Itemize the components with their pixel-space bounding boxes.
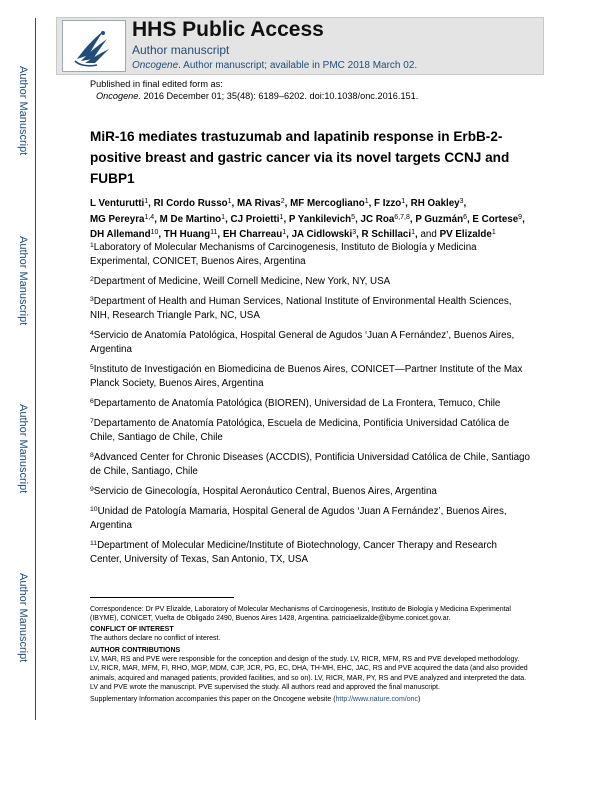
affiliation-number: 11 [90, 540, 98, 547]
author [292, 229, 357, 240]
author [237, 198, 285, 209]
author-affiliation-number: 1 [491, 229, 496, 236]
affiliation [90, 241, 530, 269]
citation [96, 91, 418, 101]
affiliation [90, 505, 530, 533]
coi-heading: CONFLICT OF INTEREST [90, 625, 174, 633]
author-affiliation-number: 6 [463, 213, 467, 221]
author-name: MA Rivas [237, 198, 281, 209]
sidebar-rule [35, 18, 36, 720]
affiliation-number: 6 [90, 398, 94, 405]
affiliation-text: Department of Health and Human Services, National Institute of Environmental Health Sciences, NIH, Research Triangle Park, NC, USA [90, 296, 512, 321]
affiliation-number: 3 [90, 296, 94, 303]
journal-name: Oncogene [132, 60, 179, 71]
affiliation-number: 1 [90, 242, 94, 249]
author-affiliation-number: 6,7,8 [394, 213, 410, 221]
hhs-logo [62, 20, 126, 72]
author-name: TH Huang [163, 229, 211, 240]
supplementary-text: Supplementary Information accompanies this paper on the Oncogene website ( [90, 695, 336, 703]
author-name: PV Elizalde [439, 229, 492, 240]
author-name: P Yankilevich [288, 213, 352, 225]
author [90, 229, 158, 240]
author-conjunction: and [420, 229, 437, 240]
citation-text: . 2016 December 01; 35(48): 6189–6202. doi:10.1038/onc.2016.151. [138, 91, 419, 101]
sidebar-label: Author Manuscript [17, 236, 29, 326]
affiliation [90, 539, 530, 567]
author-name: R Schillaci [361, 229, 412, 240]
author-name: DH Allemand [90, 229, 151, 240]
supplementary-note [90, 695, 530, 704]
affiliation-number: 2 [90, 276, 94, 283]
affiliation [90, 397, 530, 411]
affiliation [90, 329, 530, 357]
author-name: P Guzmán [415, 213, 464, 225]
author [289, 214, 355, 225]
author-name: M De Martino [159, 213, 222, 225]
author-affiliation-number: 1 [227, 198, 232, 205]
coi-text: The authors declare no conflict of interest. [90, 635, 221, 643]
author [440, 229, 496, 240]
author [223, 229, 286, 240]
affiliation [90, 295, 530, 323]
author-affiliation-number: 11 [210, 229, 218, 236]
author [154, 198, 232, 209]
author-name: EH Charreau [222, 229, 283, 240]
correspondence: Correspondence: Dr PV Elizalde, Laboratory of Molecular Mechanisms of Carcinogenesis, Instituto de Biología y Medicina Experimental (IBYME), CONICET, Vuelta de Obligado 2490, Buenos Aires 1428, Argentina. patriciaelizalde@ibyme.conicet.gov.ar. [90, 606, 511, 623]
affiliation [90, 485, 530, 499]
author-affiliation-number: 1 [411, 229, 416, 236]
author-name: L Venturutti [90, 198, 145, 209]
sidebar-label: Author Manuscript [17, 404, 29, 494]
author-name: MG Pereyra [90, 213, 145, 225]
affiliation-list [90, 241, 530, 573]
affiliation-number: 4 [90, 330, 94, 337]
affiliation [90, 451, 530, 479]
author-name: RI Cordo Russo [153, 198, 228, 209]
author-name: CJ Proietti [230, 213, 280, 225]
citation-journal: Oncogene [96, 91, 139, 101]
affiliation-number: 9 [90, 486, 94, 493]
author [160, 214, 225, 225]
affiliation-number: 8 [90, 452, 94, 459]
affiliation-text: Unidad de Patología Mamaria, Hospital General de Agudos ‘Juan A Fernández’, Buenos Aires, Argentina [90, 506, 507, 531]
author [472, 214, 522, 225]
author [415, 214, 467, 225]
affiliation-text: Instituto de Investigación en Biomedicina de Buenos Aires, CONICET—Partner Institute of the Max Planck Society, Buenos Aires, Argentina [90, 364, 523, 389]
author-affiliation-number: 5 [351, 213, 356, 221]
contributions-text: LV, MAR, RS and PVE were responsible for the conception and design of the study. LV, RICR, MFM, RS and PVE developed methodology. LV, RICR, MAR, MFM, FI, RHO, MGP, MDM, CJP, JCR, PG, EC, DHA, TH-MH, EHC, JAC, RS and PVE acquired the data (and also provided animals, acquired and managed patients, provided facilities, and so on). LV, RICR, MAR, PY, RS and PVE analyzed and interpreted the data. LV and PVE wrote the manuscript. PVE supervised the study. All authors read and approved the final manuscript. [90, 656, 528, 692]
author [90, 214, 154, 225]
affiliation-number: 10 [90, 506, 98, 513]
author-affiliation-number: 1 [221, 213, 226, 221]
author-name: F Izzo [374, 198, 402, 209]
author [411, 198, 464, 209]
author [90, 198, 148, 209]
article-title: MiR-16 mediates trastuzumab and lapatinib response in ErbB-2-positive breast and gastric cancer via its novel targets CCNJ and FUBP1 [90, 129, 510, 186]
footnote-rule [90, 597, 234, 598]
author-name: E Cortese [472, 213, 519, 225]
affiliation-number: 5 [90, 364, 94, 371]
contributions-heading: AUTHOR CONTRIBUTIONS [90, 646, 181, 654]
author-affiliation-number: 1 [144, 198, 149, 205]
affiliation-text: Departamento de Anatomía Patológica (BIOREN), Universidad de La Frontera, Temuco, Chile [93, 398, 501, 409]
author [362, 229, 415, 240]
footnotes [90, 605, 530, 704]
author-name: JC Roa [360, 213, 395, 225]
affiliation-text: Servicio de Anatomía Patológica, Hospital General de Agudos ‘Juan A Fernández’, Buenos Aires, Argentina [90, 330, 515, 355]
author [231, 214, 284, 225]
availability-note [132, 60, 417, 71]
sidebar-label: Author Manuscript [17, 573, 29, 663]
published-label: Published in final edited form as: [90, 79, 223, 89]
affiliation-text: Laboratory of Molecular Mechanisms of Carcinogenesis, Instituto de Biología y Medicina Experimental, CONICET, Buenos Aires, Argentina [90, 242, 477, 267]
author-affiliation-number: 2 [280, 198, 285, 205]
author-name: MF Mercogliano [290, 198, 365, 209]
author-affiliation-number: 1 [279, 213, 284, 221]
affiliation-text: Department of Medicine, Weill Cornell Medicine, New York, NY, USA [93, 276, 391, 287]
affiliation-text: Servicio de Ginecología, Hospital Aeronáutico Central, Buenos Aires, Argentina [93, 486, 437, 497]
author-affiliation-number: 1 [401, 198, 406, 205]
author [164, 229, 218, 240]
author-affiliation-number: 10 [150, 229, 159, 236]
author-name: JA Cidlowski [291, 229, 353, 240]
affiliation-text: Advanced Center for Chronic Diseases (ACCDIS), Pontificia Universidad Católica de Chile, Santiago de Chile, Santiago, Chile [90, 452, 530, 477]
affiliation [90, 275, 530, 289]
author [361, 214, 410, 225]
author-affiliation-number: 1 [282, 229, 287, 236]
author-affiliation-number: 3 [352, 229, 357, 236]
author-list: L Venturutti$^1$, RI Cordo Russo$^1$, MA Rivas$^2$, MF Mercogliano$^1$, F Izzo$^1$, RH Oakley$^3$, MG Pereyra$^{1,4}$, M De Martino$^1$, CJ Proietti$^1$, P Yankilevich$^5$, JC Roa$^{6,7,8}$, P Guzmán$^6$, E Cortese$^9$, DH Allemand$^{10}$, TH Huang$^{11}$, EH Charreau$^1$, JA Cidlowski$^3$, R Schillaci$^1$, and PV Elizalde$^1$ [90, 198, 525, 240]
author-name: RH Oakley [410, 198, 460, 209]
affiliation-number: 7 [90, 418, 94, 425]
supplementary-link[interactable]: http://www.nature.com/onc [335, 695, 419, 703]
hhs-title: HHS Public Access [132, 18, 324, 41]
author-affiliation-number: 1,4 [144, 213, 155, 221]
affiliation [90, 417, 530, 445]
affiliation [90, 363, 530, 391]
hhs-eagle-logo-icon [63, 21, 125, 71]
affiliation-text: Department of Molecular Medicine/Institute of Biotechnology, Cancer Therapy and Research Center, University of Texas, San Antonio, TX, USA [90, 540, 497, 565]
author-affiliation-number: 9 [518, 213, 523, 221]
sidebar-label: Author Manuscript [17, 66, 29, 156]
author-affiliation-number: 1 [364, 198, 369, 205]
author-affiliation-number: 3 [459, 198, 464, 205]
author [290, 198, 368, 209]
availability-text: . Author manuscript; available in PMC 2018 March 02. [178, 60, 418, 71]
manuscript-label: Author manuscript [132, 43, 230, 57]
supplementary-close: ) [418, 695, 421, 703]
affiliation-text: Departamento de Anatomía Patológica, Escuela de Medicina, Pontificia Universidad Católica de Chile, Santiago de Chile, Chile [90, 418, 510, 443]
author [374, 198, 405, 209]
